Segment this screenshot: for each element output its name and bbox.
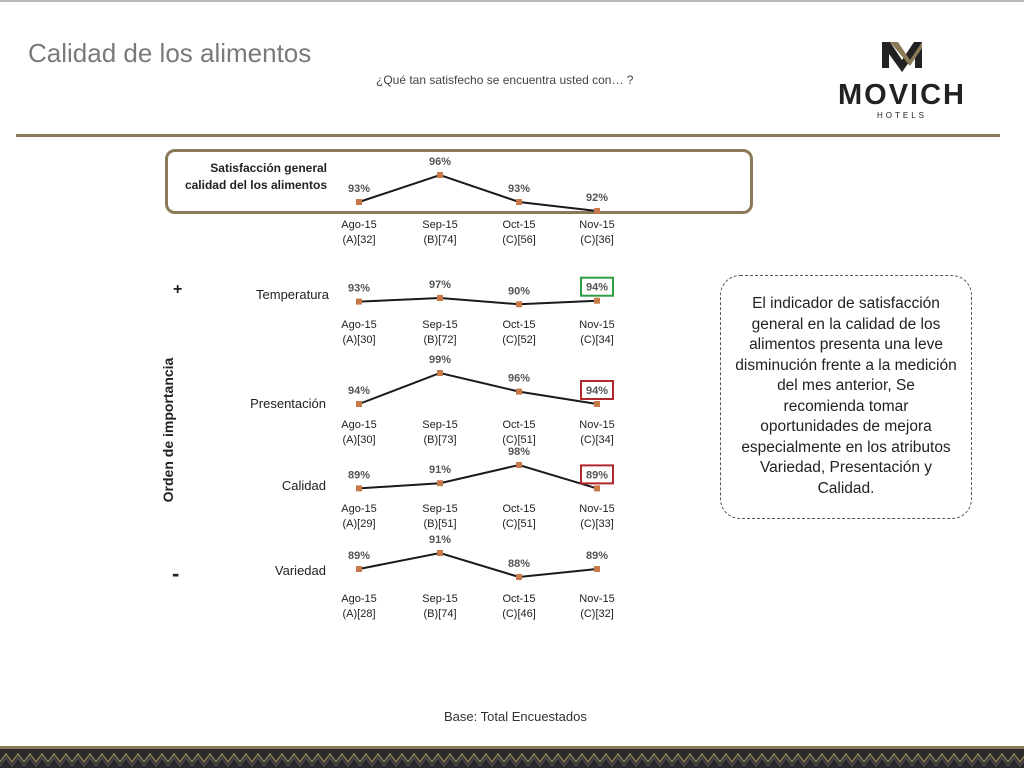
- data-label: 90%: [507, 285, 531, 298]
- data-label: 94%: [585, 385, 609, 397]
- series-label: Temperatura: [256, 287, 329, 302]
- series-line: [359, 553, 597, 577]
- tick-label: Sep-15: [422, 219, 458, 231]
- importance-axis-label: Orden de importancia: [160, 357, 176, 503]
- tick-sub-label: (C)[51]: [502, 434, 536, 446]
- base-note: Base: Total Encuestados: [444, 709, 587, 724]
- tick-label: Oct-15: [502, 503, 536, 515]
- data-label: 98%: [507, 446, 531, 458]
- data-point: [356, 199, 362, 205]
- tick-sub-label: (C)[36]: [580, 234, 614, 246]
- series-line: [359, 373, 597, 404]
- tick-label: Nov-15: [579, 419, 615, 431]
- footer-pattern: [0, 746, 1024, 768]
- data-label: 91%: [428, 464, 452, 477]
- series-line: [359, 465, 597, 488]
- data-label: 94%: [585, 281, 609, 294]
- tick-sub-label: (A)[30]: [342, 434, 376, 446]
- data-point: [437, 172, 443, 178]
- data-label: 89%: [585, 550, 609, 562]
- logo-sub-text: HOTELS: [876, 111, 928, 120]
- tick-label: Oct-15: [502, 219, 536, 231]
- data-label: 93%: [507, 183, 531, 195]
- data-label: 97%: [428, 279, 452, 291]
- tick-sub-label: (C)[56]: [502, 234, 536, 246]
- series-label: Variedad: [274, 563, 326, 578]
- tick-label: Sep-15: [422, 419, 458, 431]
- data-label: 92%: [585, 192, 609, 204]
- tick-label: Nov-15: [579, 219, 615, 231]
- tick-sub-label: (C)[34]: [580, 434, 614, 446]
- tick-sub-label: (C)[34]: [580, 334, 614, 346]
- tick-label: Ago-15: [341, 419, 377, 431]
- data-point: [516, 389, 522, 395]
- data-point: [594, 485, 600, 491]
- data-point: [356, 401, 362, 407]
- tick-label: Ago-15: [341, 593, 377, 605]
- data-point: [356, 485, 362, 491]
- data-point: [437, 370, 443, 376]
- tick-label: Sep-15: [422, 593, 458, 605]
- tick-sub-label: (B)[51]: [423, 518, 457, 530]
- data-label: 88%: [507, 558, 531, 570]
- tick-sub-label: (C)[46]: [502, 608, 536, 620]
- importance-minus-sign: -: [172, 561, 180, 586]
- data-point: [594, 401, 600, 407]
- tick-label: Sep-15: [422, 319, 458, 331]
- tick-label: Oct-15: [502, 593, 536, 605]
- tick-sub-label: (A)[32]: [342, 234, 376, 246]
- data-point: [356, 299, 362, 305]
- data-point: [437, 480, 443, 486]
- tick-sub-label: (C)[52]: [502, 334, 536, 346]
- tick-sub-label: (A)[28]: [342, 608, 376, 620]
- series-label: Satisfacción general: [210, 161, 327, 175]
- tick-sub-label: (B)[72]: [423, 334, 457, 346]
- tick-label: Nov-15: [579, 503, 615, 515]
- series-label: Presentación: [250, 396, 326, 411]
- tick-sub-label: (A)[29]: [342, 518, 376, 530]
- data-label: 94%: [347, 385, 371, 397]
- tick-sub-label: (C)[33]: [580, 518, 614, 530]
- data-point: [356, 566, 362, 572]
- tick-sub-label: (C)[51]: [502, 518, 536, 530]
- logo-brand-text: MOVICH: [838, 79, 966, 111]
- data-point: [594, 208, 600, 214]
- tick-label: Sep-15: [422, 503, 458, 515]
- importance-plus-sign: +: [173, 281, 183, 298]
- series-line: [359, 175, 597, 211]
- tick-label: Ago-15: [341, 503, 377, 515]
- data-point: [516, 574, 522, 580]
- tick-label: Ago-15: [341, 319, 377, 331]
- slide-title: Calidad de los alimentos: [28, 38, 312, 68]
- insight-note: El indicador de satisfacción general en la calidad de los alimentos presenta una leve disminución frente a la medición del mes anterior, Se recomienda tomar oportunidades de mejora especialmente en los atributos Variedad, Presentación y Calidad.: [720, 275, 972, 519]
- data-label: 93%: [347, 183, 371, 195]
- tick-label: Ago-15: [341, 219, 377, 231]
- data-point: [516, 462, 522, 468]
- data-label: 91%: [428, 534, 452, 546]
- tick-label: Nov-15: [579, 593, 615, 605]
- data-point: [437, 550, 443, 556]
- data-point: [516, 199, 522, 205]
- series-label: calidad del los alimentos: [184, 178, 327, 192]
- tick-sub-label: (B)[74]: [423, 608, 457, 620]
- data-point: [594, 298, 600, 304]
- tick-sub-label: (C)[32]: [580, 608, 614, 620]
- tick-sub-label: (B)[74]: [423, 234, 457, 246]
- tick-sub-label: (A)[30]: [342, 334, 376, 346]
- tick-sub-label: (B)[73]: [423, 434, 457, 446]
- series-line: [359, 298, 597, 304]
- data-label: 96%: [507, 372, 531, 385]
- data-label: 89%: [585, 469, 609, 482]
- data-label: 96%: [428, 156, 452, 168]
- tick-label: Oct-15: [502, 319, 536, 331]
- data-label: 89%: [347, 550, 371, 562]
- data-label: 99%: [428, 354, 452, 366]
- tick-label: Oct-15: [502, 419, 536, 431]
- tick-label: Nov-15: [579, 319, 615, 331]
- data-label: 93%: [347, 282, 371, 295]
- data-point: [594, 566, 600, 572]
- survey-question: ¿Qué tan satisfecho se encuentra usted con… ?: [376, 73, 634, 87]
- data-point: [516, 301, 522, 307]
- data-label: 89%: [347, 469, 371, 482]
- series-label: Calidad: [281, 478, 326, 493]
- data-point: [437, 295, 443, 301]
